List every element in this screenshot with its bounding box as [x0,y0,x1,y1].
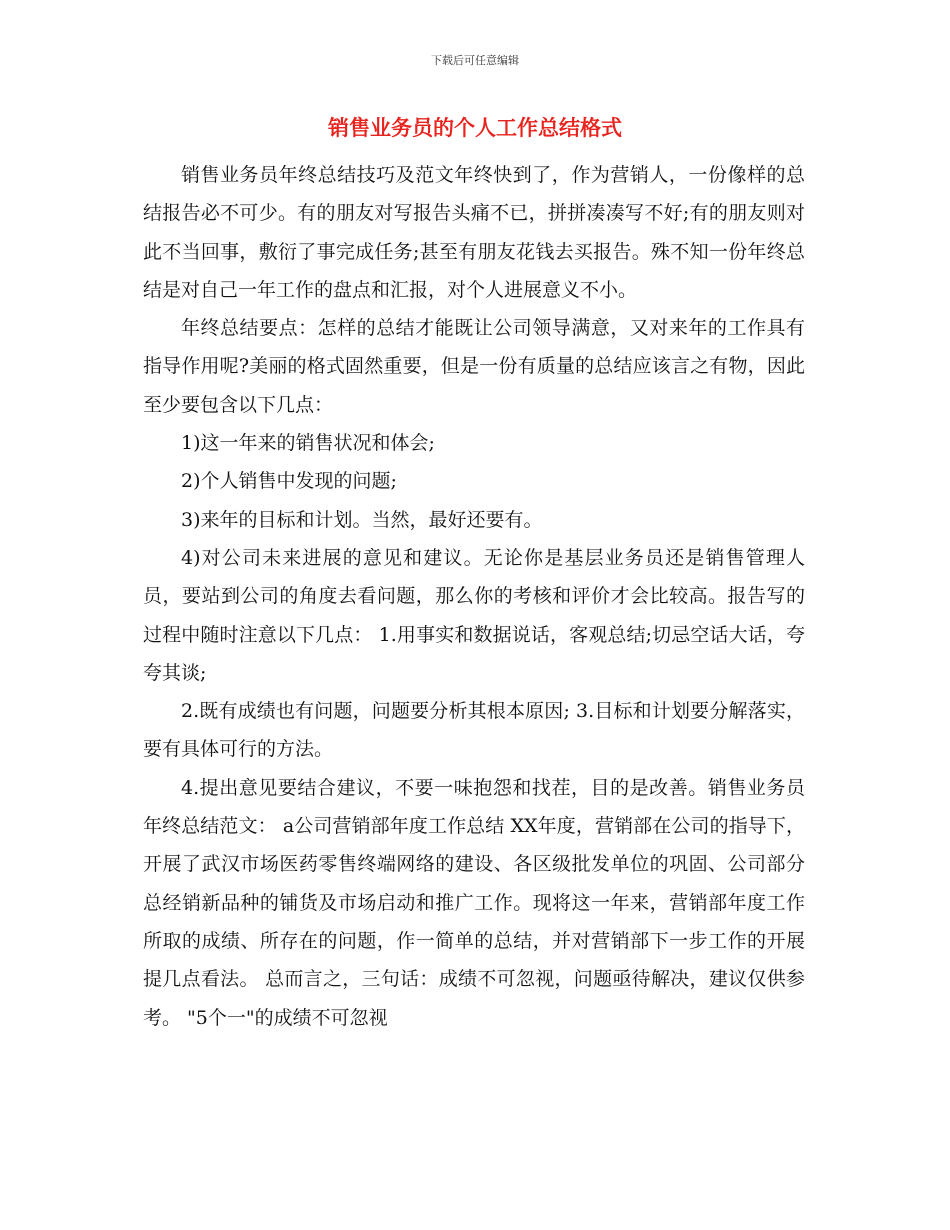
document-body [143,156,805,1037]
paragraph-sample-report: 4.提出意见要结合建议，不要一味抱怨和找茬，目的是改善。销售业务员年终总结范文： a公司营销部年度工作总结 XX年度，营销部在公司的指导下，开展了武汉市场医药零售终端网络的建设、各区级批发单位的巩固、公司部分总经销新品种的铺货及市场启动和推广工作。现将这一年来，营销部年度工作所取的成绩、所存在的问题，作一简单的总结，并对营销部下一步工作的开展提几点看法。 总而言之，三句话：成绩不可忽视，问题亟待解决，建议仅供参考。 "5个一"的成绩不可忽视 [143,776,805,1029]
paragraph-key-points: 年终总结要点：怎样的总结才能既让公司领导满意，又对来年的工作具有指导作用呢?美丽的格式固然重要，但是一份有质量的总结应该言之有物，因此至少要包含以下几点： [143,317,805,416]
paragraph-point-3: 3)来年的目标和计划。当然，最好还要有。 [181,508,543,531]
document-title: 销售业务员的个人工作总结格式 [328,116,622,140]
paragraph-point-1: 1)这一年来的销售状况和体会; [181,432,435,455]
paragraph-point-4: 4)对公司未来进展的意见和建议。无论你是基层业务员还是销售管理人员，要站到公司的角度去看问题，那么你的考核和评价才会比较高。报告写的过程中随时注意以下几点： 1.用事实和数据说话，客观总结;切忌空话大话，夸夸其谈; [143,546,805,684]
paragraph-intro: 销售业务员年终总结技巧及范文年终快到了，作为营销人，一份像样的总结报告必不可少。有的朋友对写报告头痛不已，拼拼凑凑写不好;有的朋友则对此不当回事，敷衍了事完成任务;甚至有朋友花钱去买报告。殊不知一份年终总结是对自己一年工作的盘点和汇报，对个人进展意义不小。 [143,164,805,301]
header-note: 下载后可任意编辑 [431,54,519,67]
paragraph-tips-2-3: 2.既有成绩也有问题，问题要分析其根本原因; 3.目标和计划要分解落实，要有具体可行的方法。 [143,700,805,761]
paragraph-point-2: 2)个人销售中发现的问题; [181,470,397,493]
